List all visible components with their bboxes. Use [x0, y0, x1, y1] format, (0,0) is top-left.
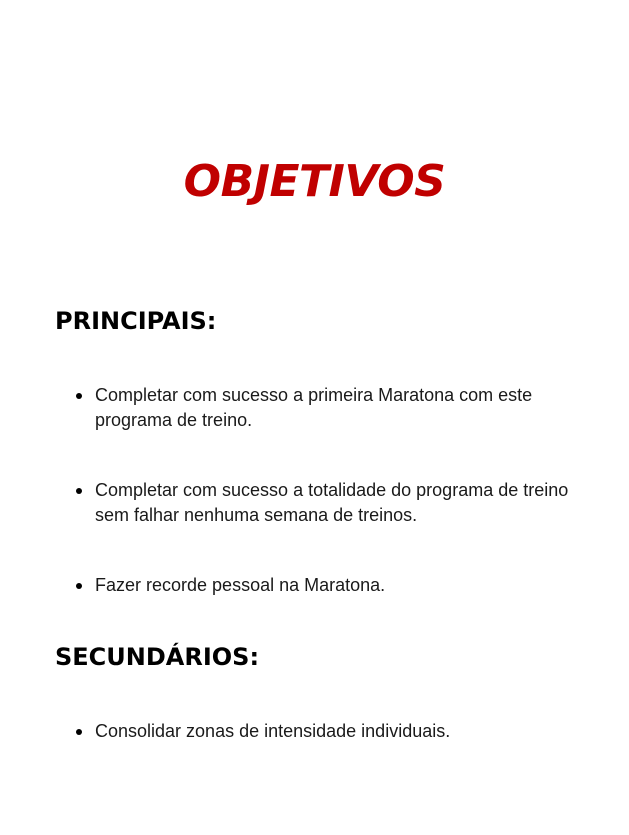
bullet-icon [76, 583, 82, 589]
secundarios-list [0, 719, 629, 744]
bullet-icon [76, 729, 82, 735]
list-item [0, 478, 629, 528]
section-heading-secundarios: SECUNDÁRIOS: [55, 643, 260, 671]
bullet-icon [76, 393, 82, 399]
page-title: OBJETIVOS [183, 156, 446, 207]
list-item [0, 573, 629, 598]
bullet-icon [76, 488, 82, 494]
list-item-text: Completar com sucesso a totalidade do programa de treino sem falhar nenhuma semana de treinos. [95, 480, 569, 525]
list-item-text: Fazer recorde pessoal na Maratona. [95, 575, 386, 595]
list-item [0, 383, 629, 433]
list-item-text: Completar com sucesso a primeira Maratona com este programa de treino. [95, 385, 533, 430]
list-item [0, 719, 629, 744]
principais-list [0, 383, 629, 598]
list-item-text: Consolidar zonas de intensidade individuais. [95, 721, 451, 741]
section-heading-principais: PRINCIPAIS: [55, 307, 217, 335]
